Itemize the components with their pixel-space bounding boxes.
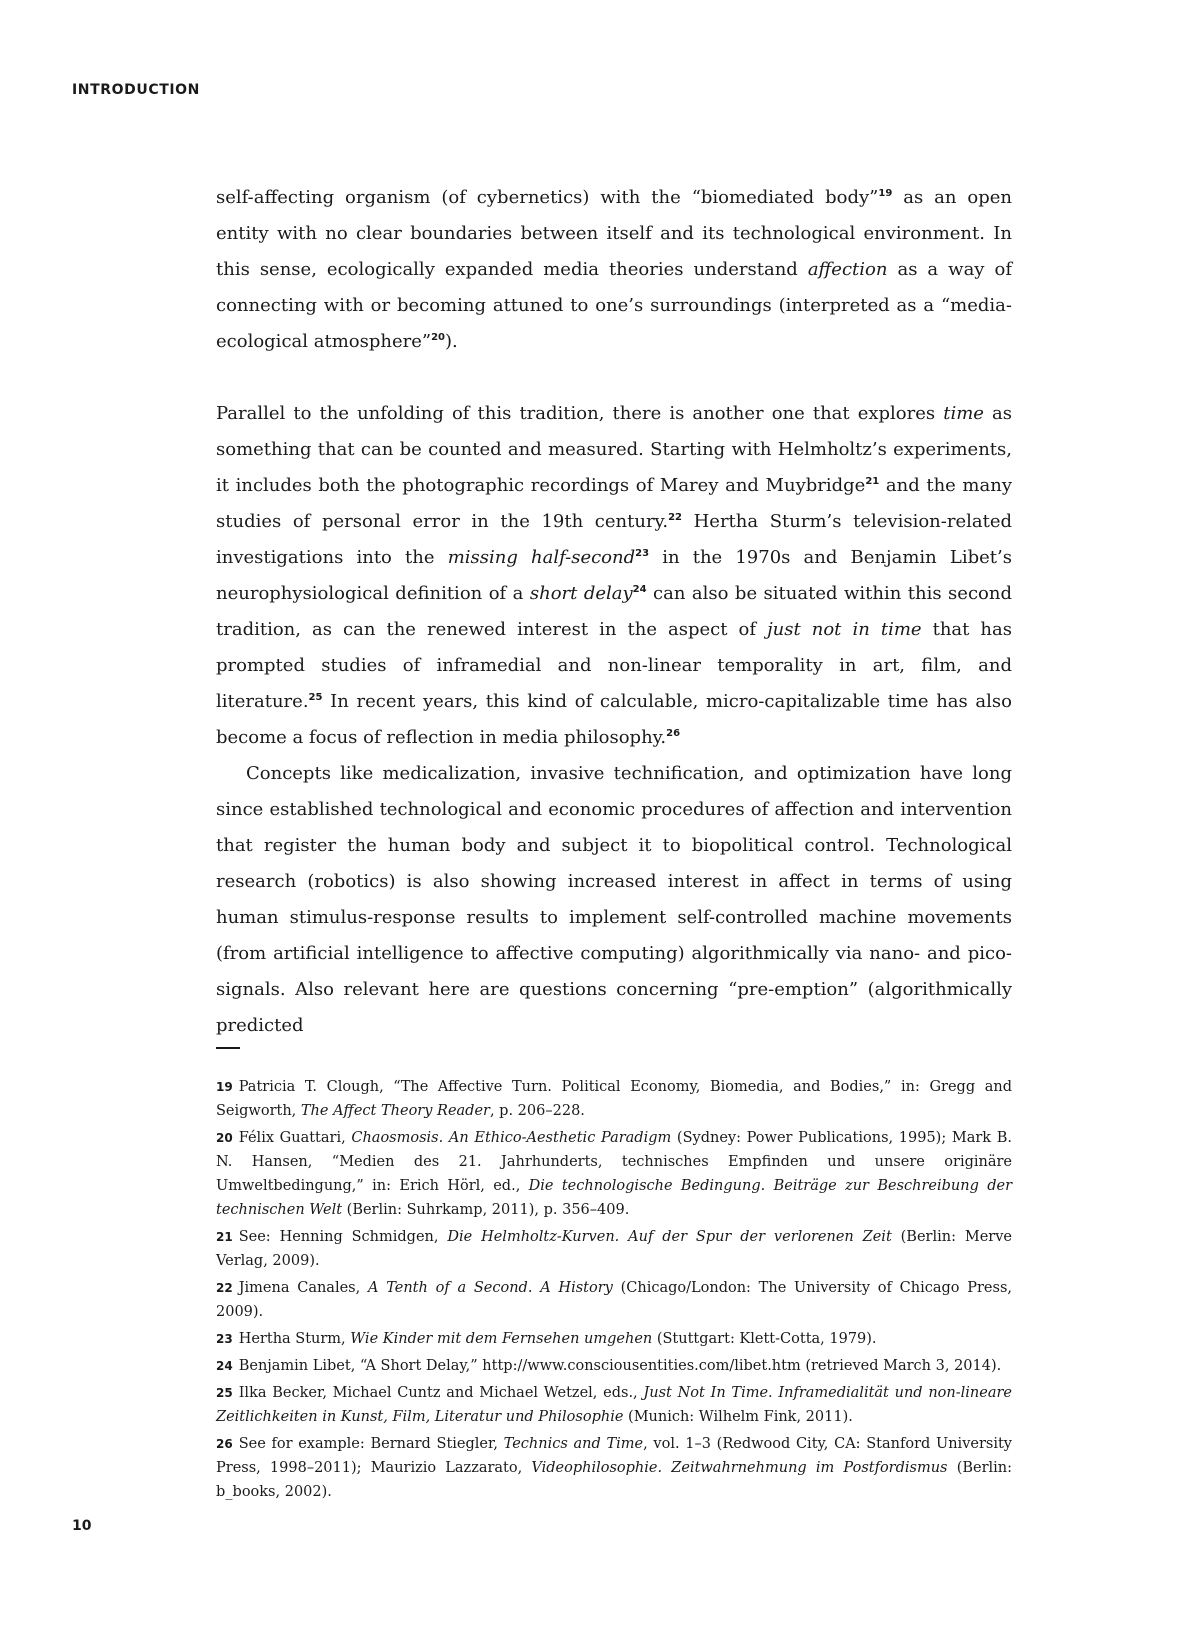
paragraph: Concepts like medicalization, invasive technification, and optimization have long since established technological and economic procedures of affection and intervention that register the human body and subject it to biopolitical control. Technological research (robotics) is also showing increased interest in affect in terms of using human stimulus-response results to implement self-controlled machine movements (from artificial intelligence to affective computing) algorithmically via nano- and pico-signals. Also relevant here are questions concerning “pre-emption” (algorithmically predicted — [216, 763, 1012, 1036]
emphasis: Die Helmholtz-Kurven. Auf der Spur der verlorenen Zeit — [447, 1229, 892, 1245]
emphasis: missing half-second — [447, 547, 636, 568]
footnote-number: 24 — [216, 1359, 233, 1373]
footnote-marker[interactable]: 24 — [632, 584, 647, 595]
emphasis: Just Not In Time. Inframedialität und non-lineare Zeitlichkeiten in Kunst, Film, Literatur und Philosophie — [216, 1385, 1013, 1425]
emphasis: The Affect Theory Reader — [300, 1103, 490, 1119]
text-run: (Munich: Wilhelm Fink, 2011). — [623, 1409, 853, 1425]
emphasis: A Tenth of a Second. A History — [367, 1280, 613, 1296]
footnote-marker[interactable]: 21 — [865, 476, 880, 487]
text-run: Patricia T. Clough, “The Affective Turn. Political Economy, Biomedia, and Bodies,” in: Gregg and Seigworth, — [216, 1079, 1012, 1119]
footnote-separator — [216, 1047, 240, 1049]
text-run: can also be situated within this second tradition, as can the renewed interest in the aspect of — [216, 583, 1012, 640]
paragraph — [216, 396, 1012, 756]
text-run: See for example: Bernard Stiegler, — [238, 1436, 504, 1452]
footnote — [216, 1327, 1012, 1351]
emphasis: Chaosmosis. An Ethico-Aesthetic Paradigm — [351, 1130, 672, 1146]
text-run: Ilka Becker, Michael Cuntz and Michael Wetzel, eds., — [238, 1385, 644, 1401]
footnote-marker[interactable]: 26 — [666, 728, 681, 739]
text-run: , p. 206–228. — [489, 1103, 585, 1119]
text-run: , vol. 1–3 (Redwood City, CA: Stanford University Press, 1998–2011); Maurizio Lazzarato, — [216, 1436, 1012, 1476]
text-run: ). — [445, 331, 458, 352]
footnote-marker[interactable]: 19 — [878, 188, 893, 199]
footnote — [216, 1276, 1012, 1324]
text-run: Parallel to the unfolding of this tradition, there is another one that explores — [216, 403, 944, 424]
footnote-number: 21 — [216, 1230, 233, 1244]
emphasis: Wie Kinder mit dem Fernsehen umgehen — [350, 1331, 653, 1347]
footnote-number: 26 — [216, 1437, 233, 1451]
paragraph — [216, 180, 1012, 360]
text-run: as an open entity with no clear boundaries between itself and its technological environment. In this sense, ecologically expanded media theories understand — [216, 187, 1012, 280]
text-run: and the many studies of personal error in the 19th century. — [216, 475, 1012, 532]
emphasis: Technics and Time — [503, 1436, 644, 1452]
footnote — [216, 1354, 1012, 1378]
footnote-number: 25 — [216, 1386, 233, 1400]
emphasis: time — [943, 403, 984, 424]
text-run: (Stuttgart: Klett-Cotta, 1979). — [652, 1331, 877, 1347]
text-run: as a way of connecting with or becoming attuned to one’s surroundings (interpreted as a “media-ecological atmosphere” — [216, 259, 1012, 352]
footnote — [216, 1075, 1012, 1123]
page-number: 10 — [72, 1518, 92, 1534]
footnote-number: 20 — [216, 1131, 233, 1145]
text-run: self-affecting organism (of cybernetics) with the “biomediated body” — [216, 187, 879, 208]
text-run: (Berlin: b_books, 2002). — [216, 1460, 1013, 1500]
text-run: Félix Guattari, — [238, 1130, 352, 1146]
footnote — [216, 1432, 1012, 1504]
footnote — [216, 1225, 1012, 1273]
footnote-marker[interactable]: 20 — [431, 332, 445, 343]
footnote-marker[interactable]: 22 — [668, 512, 682, 523]
emphasis: affection — [807, 259, 888, 280]
text-run: Hertha Sturm, — [238, 1331, 351, 1347]
emphasis: just not in time — [767, 619, 922, 640]
footnote-number: 19 — [216, 1080, 233, 1094]
text-run: (Chicago/London: The University of Chicago Press, 2009). — [216, 1280, 1012, 1320]
footnote — [216, 1126, 1012, 1222]
footnote-number: 22 — [216, 1281, 233, 1295]
text-run: (Berlin: Merve Verlag, 2009). — [216, 1229, 1012, 1269]
running-head: INTRODUCTION — [72, 82, 200, 98]
text-run: See: Henning Schmidgen, — [238, 1229, 448, 1245]
text-run: Benjamin Libet, “A Short Delay,” http://www.consciousentities.com/libet.htm (retrieved March 3, 2014). — [238, 1358, 1002, 1374]
emphasis: Die technologische Bedingung. Beiträge zur Beschreibung der technischen Welt — [216, 1178, 1012, 1218]
text-run: Jimena Canales, — [238, 1280, 368, 1296]
text-run: (Berlin: Suhrkamp, 2011), p. 356–409. — [342, 1202, 630, 1218]
text-run: In recent years, this kind of calculable, micro-capitalizable time has also become a focus of reflection in media philosophy. — [216, 691, 1012, 748]
text-run: (Sydney: Power Publications, 1995); Mark B. N. Hansen, “Medien des 21. Jahrhunderts, technisches Empfinden und unsere originäre Umweltbedingung,” in: Erich Hörl, ed., — [216, 1130, 1013, 1194]
emphasis: short delay — [529, 583, 633, 604]
text-run: Hertha Sturm’s television-related investigations into the — [216, 511, 1012, 568]
text-run: that has prompted studies of inframedial and non-linear temporality in art, film, and literature. — [216, 619, 1012, 712]
footnote-number: 23 — [216, 1332, 233, 1346]
text-run: as something that can be counted and measured. Starting with Helmholtz’s experiments, it includes both the photographic recordings of Marey and Muybridge — [216, 403, 1012, 496]
footnote — [216, 1381, 1012, 1429]
footnotes — [216, 1075, 1012, 1507]
footnote-marker[interactable]: 23 — [635, 548, 650, 559]
emphasis: Videophilosophie. Zeitwahrnehmung im Postfordismus — [531, 1460, 948, 1476]
text-run: in the 1970s and Benjamin Libet’s neurophysiological definition of a — [216, 547, 1012, 604]
body-text — [216, 180, 1012, 1044]
footnote-marker[interactable]: 25 — [308, 692, 323, 703]
